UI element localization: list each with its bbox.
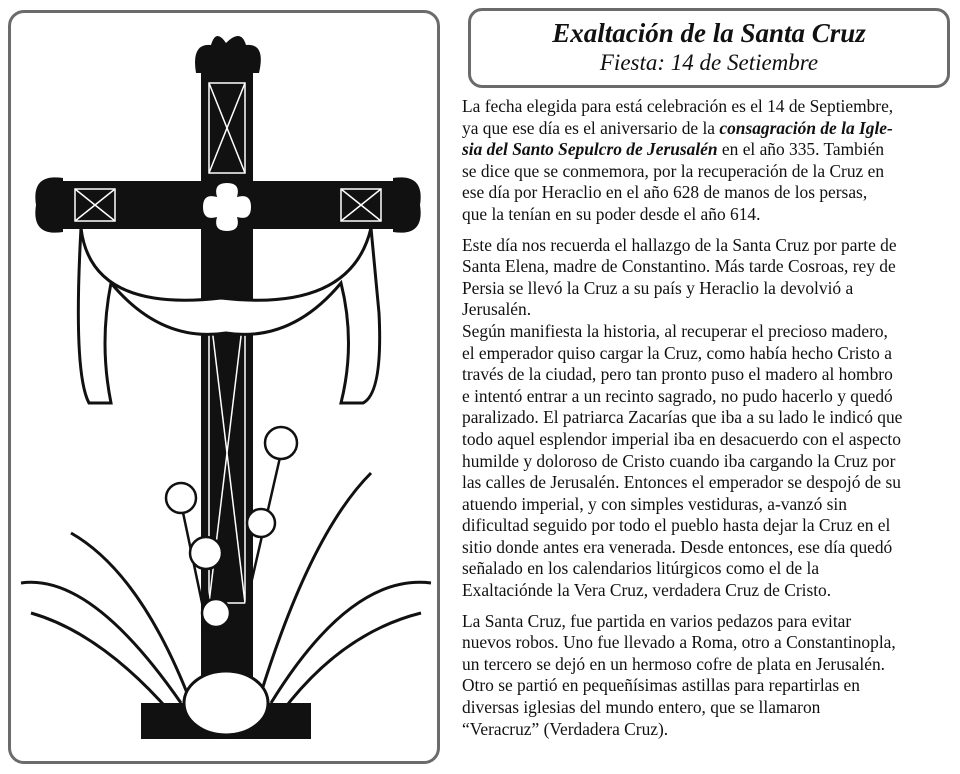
feast-date-subtitle: Fiesta: 14 de Setiembre <box>599 50 819 75</box>
paragraph-2 <box>462 235 956 602</box>
text-line: señalado en los calendarios litúrgicos como el de la <box>462 558 820 579</box>
text-line: las calles de Jerusalén. Entonces el emperador se despojó de su <box>462 472 901 493</box>
text-line: La Santa Cruz, fue partida en varios pedazos para evitar <box>462 610 852 631</box>
text-line: e intentó entrar a un recinto sagrado, no pudo hacerlo y quedó <box>462 385 893 406</box>
text-line: atuendo imperial, y con simples vestiduras, a-vanzó sin <box>462 493 847 514</box>
text-line: un tercero se dejó en un hermoso cofre de plata en Jerusalén. <box>462 653 885 674</box>
text-line: se dice que se conmemora, por la recuperación de la Cruz en <box>462 160 885 181</box>
text-line <box>462 118 956 140</box>
cross-illustration-frame <box>8 10 440 764</box>
text-line: La fecha elegida para está celebración es el 14 de Septiembre, <box>462 96 894 116</box>
text-line: “Veracruz” (Verdadera Cruz). <box>462 718 669 739</box>
title-box <box>468 8 950 88</box>
text-segment: ya que ese día es el aniversario de la <box>462 117 720 138</box>
text-line: Otro se partió en pequeñísimas astillas para repartirlas en <box>462 675 860 696</box>
text-line: todo aquel esplendor imperial iba en desacuerdo con el aspecto <box>462 428 901 449</box>
text-line: Jerusalén. <box>462 299 532 320</box>
text-line: través de la ciudad, pero tan pronto puso el madero al hombro <box>462 364 893 385</box>
emphasis-text: sia del Santo Sepulcro de Jerusalén <box>462 139 718 160</box>
article-body <box>462 96 956 740</box>
text-line: paralizado. El patriarca Zacarías que iba a su lado le indicó que <box>462 407 903 428</box>
text-line: que la tenían en su poder desde el año 614. <box>462 203 761 224</box>
text-line: dificultad seguido por todo el pueblo hasta dejar la Cruz en el <box>462 515 891 536</box>
emphasis-text: consagración de la Igle- <box>719 117 893 138</box>
cross-illustration <box>11 13 443 767</box>
text-line: sitio donde antes era venerada. Desde entonces, ese día quedó <box>462 536 893 557</box>
text-line: Según manifiesta la historia, al recuperar el precioso madero, <box>462 320 888 341</box>
text-line: Este día nos recuerda el hallazgo de la Santa Cruz por parte de <box>462 234 897 255</box>
text-line: el emperador quiso cargar la Cruz, como había hecho Cristo a <box>462 342 892 363</box>
paragraph-3 <box>462 611 956 741</box>
page-title: Exaltación de la Santa Cruz <box>552 18 866 48</box>
cross-crown-ornament <box>195 36 261 73</box>
text-segment: en el año 335. También <box>717 139 885 160</box>
text-line: Exaltaciónde la Vera Cruz, verdadera Cruz de Cristo. <box>462 580 832 601</box>
text-line: ese día por Heraclio en el año 628 de manos de los persas, <box>462 182 868 203</box>
text-line: nuevos robos. Uno fue llevado a Roma, otro a Constantinopla, <box>462 632 896 653</box>
paragraph-1 <box>462 96 956 226</box>
text-line: Persia se llevó la Cruz a su país y Heraclio la devolvió a <box>462 277 854 298</box>
flower-pot <box>184 671 268 735</box>
text-line: humilde y doloroso de Cristo cuando iba cargando la Cruz por <box>462 450 896 471</box>
text-line: diversas iglesias del mundo entero, que se llamaron <box>462 697 821 718</box>
text-line <box>462 139 956 161</box>
text-line: Santa Elena, madre de Constantino. Más tarde Cosroas, rey de <box>462 256 896 277</box>
